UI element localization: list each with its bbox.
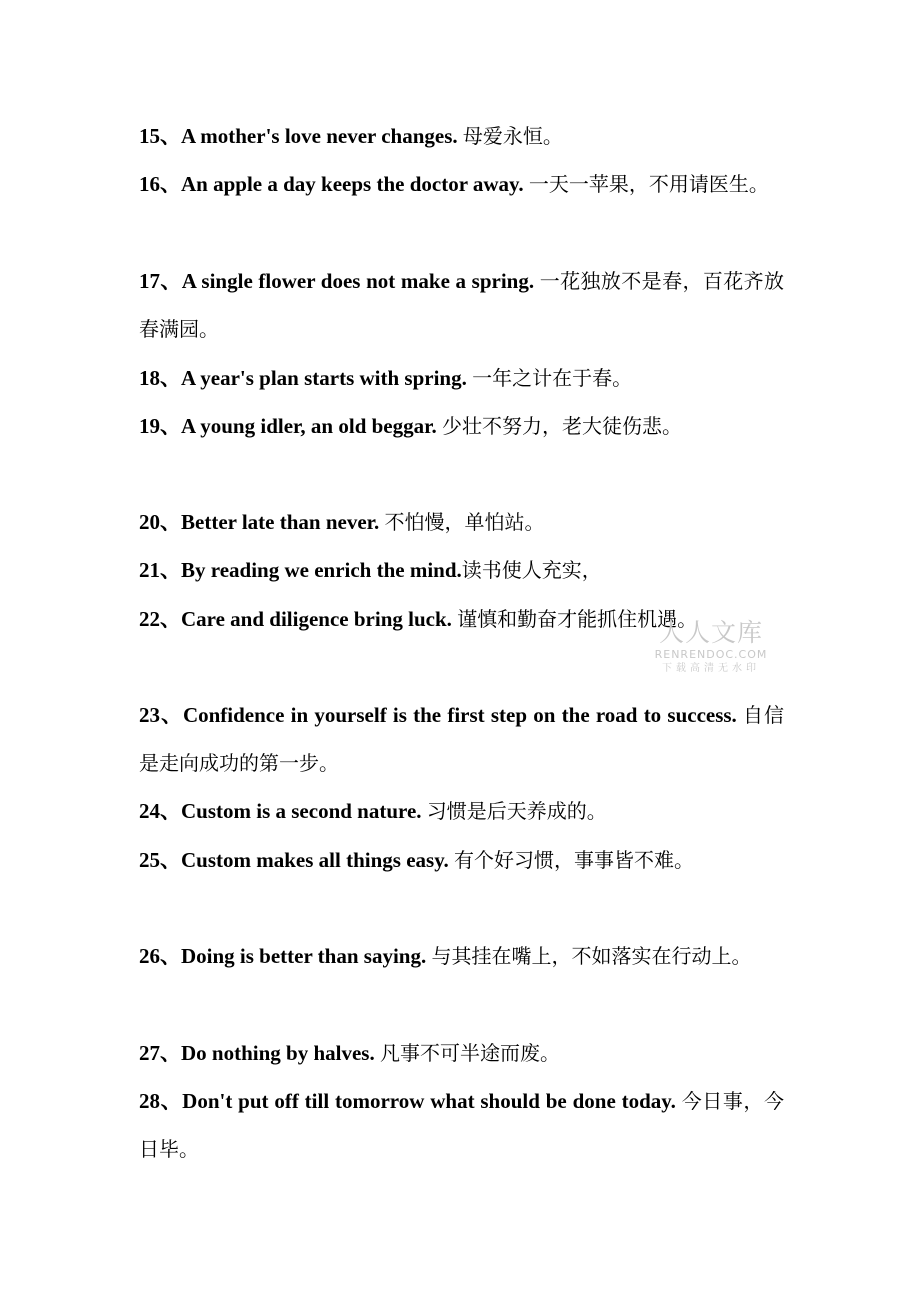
proverb-number: 28、 — [139, 1089, 183, 1113]
proverb-english: A young idler, an old beggar. — [181, 414, 443, 438]
proverb-number: 23、 — [139, 703, 183, 727]
proverb-chinese: 一花独放不是春，百花齐放春满园。 — [139, 269, 784, 341]
proverb-english: Better late than never. — [181, 510, 385, 534]
proverb-chinese: 一天一苹果，不用请医生。 — [528, 172, 769, 196]
proverb-english: Confidence in yourself is the first step on the road to success. — [182, 703, 744, 727]
proverb-english: A year's plan starts with spring. — [181, 366, 473, 390]
proverb-23 — [139, 691, 784, 787]
proverb-number: 15、 — [139, 124, 181, 148]
proverb-chinese: 读书使人充实， — [461, 558, 602, 582]
watermark-domain: RENRENDOC.COM — [654, 648, 768, 661]
proverb-18 — [139, 354, 784, 402]
proverb-26 — [139, 932, 784, 980]
proverb-21 — [139, 546, 784, 594]
proverb-28 — [139, 1077, 784, 1173]
proverb-25 — [139, 836, 784, 884]
proverb-20 — [139, 498, 784, 546]
proverb-english: Don't put off till tomorrow what should be done today. — [182, 1089, 682, 1113]
proverb-27 — [139, 1029, 784, 1077]
proverb-chinese: 凡事不可半途而废。 — [379, 1041, 560, 1065]
proverb-15 — [139, 112, 784, 160]
proverb-number: 24、 — [139, 799, 181, 823]
proverb-chinese: 一年之计在于春。 — [472, 366, 633, 390]
proverb-chinese: 今日事，今日毕。 — [139, 1089, 784, 1161]
watermark — [646, 618, 776, 676]
proverb-english: A single flower does not make a spring. — [181, 269, 540, 293]
proverb-chinese: 习惯是后天养成的。 — [426, 799, 607, 823]
proverb-number: 22、 — [139, 607, 181, 631]
proverb-chinese: 有个好习惯，事事皆不难。 — [454, 848, 695, 872]
proverb-chinese: 与其挂在嘴上，不如落实在行动上。 — [431, 944, 752, 968]
proverb-number: 19、 — [139, 414, 181, 438]
proverb-24 — [139, 787, 784, 835]
proverb-chinese: 少壮不努力，老大徒伤悲。 — [442, 414, 683, 438]
proverb-chinese: 不怕慢，单怕站。 — [384, 510, 545, 534]
proverb-english: An apple a day keeps the doctor away. — [181, 172, 529, 196]
proverb-english: Do nothing by halves. — [181, 1041, 380, 1065]
proverb-english: Care and diligence bring luck. — [181, 607, 458, 631]
proverb-chinese: 自信是走向成功的第一步。 — [139, 703, 784, 775]
proverb-number: 26、 — [139, 944, 181, 968]
proverb-number: 21、 — [139, 558, 181, 582]
proverb-english: Doing is better than saying. — [181, 944, 432, 968]
proverb-19 — [139, 402, 784, 450]
proverb-number: 20、 — [139, 510, 181, 534]
proverb-english: Custom is a second nature. — [181, 799, 427, 823]
watermark-title: 人人文库 — [658, 618, 763, 647]
proverb-english: Custom makes all things easy. — [181, 848, 455, 872]
proverb-number: 18、 — [139, 366, 181, 390]
proverb-chinese: 母爱永恒。 — [462, 124, 563, 148]
proverb-number: 27、 — [139, 1041, 181, 1065]
proverb-17 — [139, 257, 784, 353]
watermark-slogan: 下载高清无水印 — [662, 663, 760, 674]
proverb-16 — [139, 160, 784, 208]
proverb-number: 16、 — [139, 172, 181, 196]
proverb-number: 17、 — [139, 269, 182, 293]
proverb-number: 25、 — [139, 848, 181, 872]
proverb-english: By reading we enrich the mind. — [181, 558, 462, 582]
proverb-chinese: 谨慎和勤奋才能抓住机遇。 — [457, 607, 698, 631]
proverb-english: A mother's love never changes. — [181, 124, 463, 148]
